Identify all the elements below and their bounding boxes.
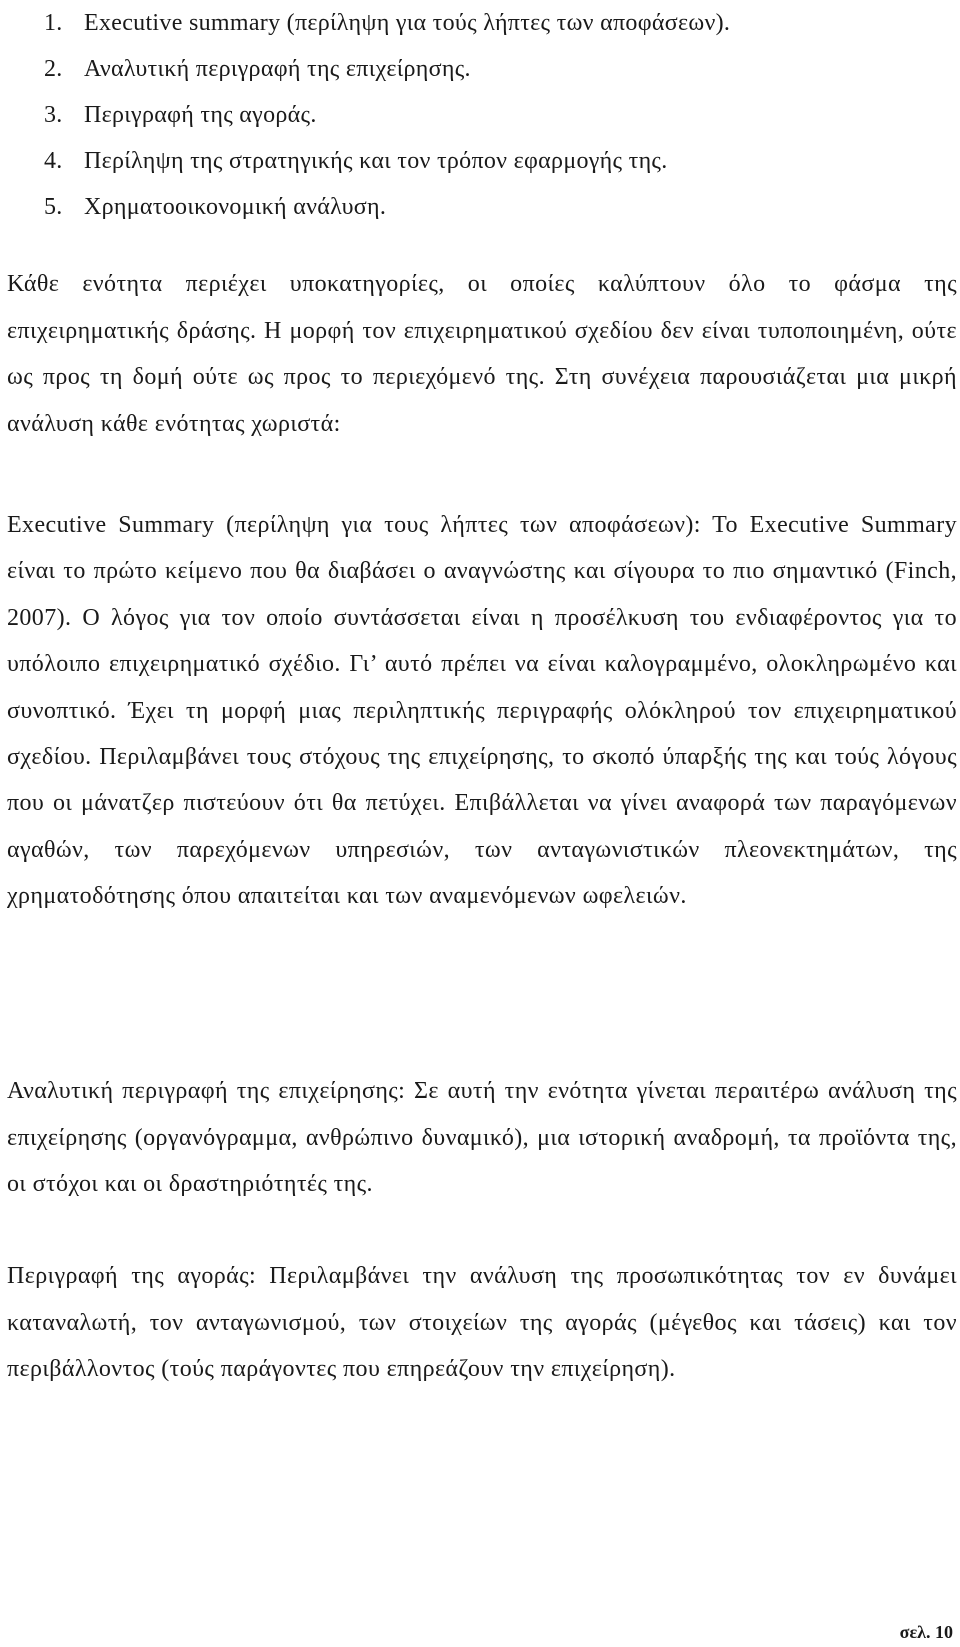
business-description-paragraph: Αναλυτική περιγραφή της επιχείρησης: Σε αυτή την ενότητα γίνεται περαιτέρω ανάλυση της επιχείρησης (οργανόγραμμα, ανθρώπινο δυναμικό), μια ιστορική αναδρομή, τα προϊόντα της, οι στόχοι και οι δραστηριότητές της. xyxy=(7,1078,957,1197)
list-item xyxy=(44,138,730,184)
list-item xyxy=(44,92,730,138)
list-item-number: 1. xyxy=(44,10,63,36)
page-number: σελ. 10 xyxy=(899,1622,953,1642)
list-item-number: 3. xyxy=(44,102,63,128)
list-item-text: Αναλυτική περιγραφή της επιχείρησης. xyxy=(84,56,471,82)
market-description-paragraph: Περιγραφή της αγοράς: Περιλαμβάνει την ανάλυση της προσωπικότητας τον εν δυνάμει καταναλωτή, τον ανταγωνισμού, των στοιχείων της αγοράς (μέγεθος και τάσεις) και τον περιβάλλοντος (τούς παράγοντες που επηρεάζουν την επιχείρηση). xyxy=(7,1263,957,1382)
list-item-text: Χρηματοοικονομική ανάλυση. xyxy=(84,194,387,220)
list-item-number: 2. xyxy=(44,56,63,82)
list-item-number: 5. xyxy=(44,194,63,220)
executive-summary-paragraph: Executive Summary (περίληψη για τους λήπτες των αποφάσεων): To Executive Summary είναι το πρώτο κείμενο που θα διαβάσει ο αναγνώστης και σίγουρα το πιο σημαντικό (Finch, 2007). Ο λόγος για τον οποίο συντάσσεται είναι η προσέλκυση του ενδιαφέροντος για το υπόλοιπο επιχειρηματικό σχέδιο. Γι’ αυτό πρέπει να είναι καλογραμμένο, ολοκληρωμένο και συνοπτικό. Έχει τη μορφή μιας περιληπτικής περιγραφής ολόκληρού τον επιχειρηματικού σχεδίου. Περιλαμβάνει τους στόχους της επιχείρησης, το σκοπό ύπαρξής της και τούς λόγους που οι μάνατζερ πιστεύουν ότι θα πετύχει. Επιβάλλεται να γίνει αναφορά των παραγόμενων αγαθών, των παρεχόμενων υπηρεσιών, των ανταγωνιστικών πλεονεκτημάτων, της χρηματοδότησης όπου απαιτείται και των αναμενόμενων ωφελειών. xyxy=(7,512,957,910)
list-item-text: Executive summary (περίληψη για τούς λήπτες των αποφάσεων). xyxy=(84,10,731,36)
list-item xyxy=(44,46,730,92)
section-outline-list xyxy=(44,0,730,230)
intro-paragraph: Κάθε ενότητα περιέχει υποκατηγορίες, οι οποίες καλύπτουν όλο το φάσμα της επιχειρηματικής δράσης. Η μορφή τον επιχειρηματικού σχεδίου δεν είναι τυποποιημένη, ούτε ως προς τη δομή ούτε ως προς το περιεχόμενό της. Στη συνέχεια παρουσιάζεται μια μικρή ανάλυση κάθε ενότητας χωριστά: xyxy=(7,271,957,437)
list-item-number: 4. xyxy=(44,148,63,174)
list-item xyxy=(44,184,730,230)
list-item-text: Περίληψη της στρατηγικής και τον τρόπον εφαρμογής της. xyxy=(84,148,668,174)
list-item xyxy=(44,0,730,46)
list-item-text: Περιγραφή της αγοράς. xyxy=(84,102,317,128)
